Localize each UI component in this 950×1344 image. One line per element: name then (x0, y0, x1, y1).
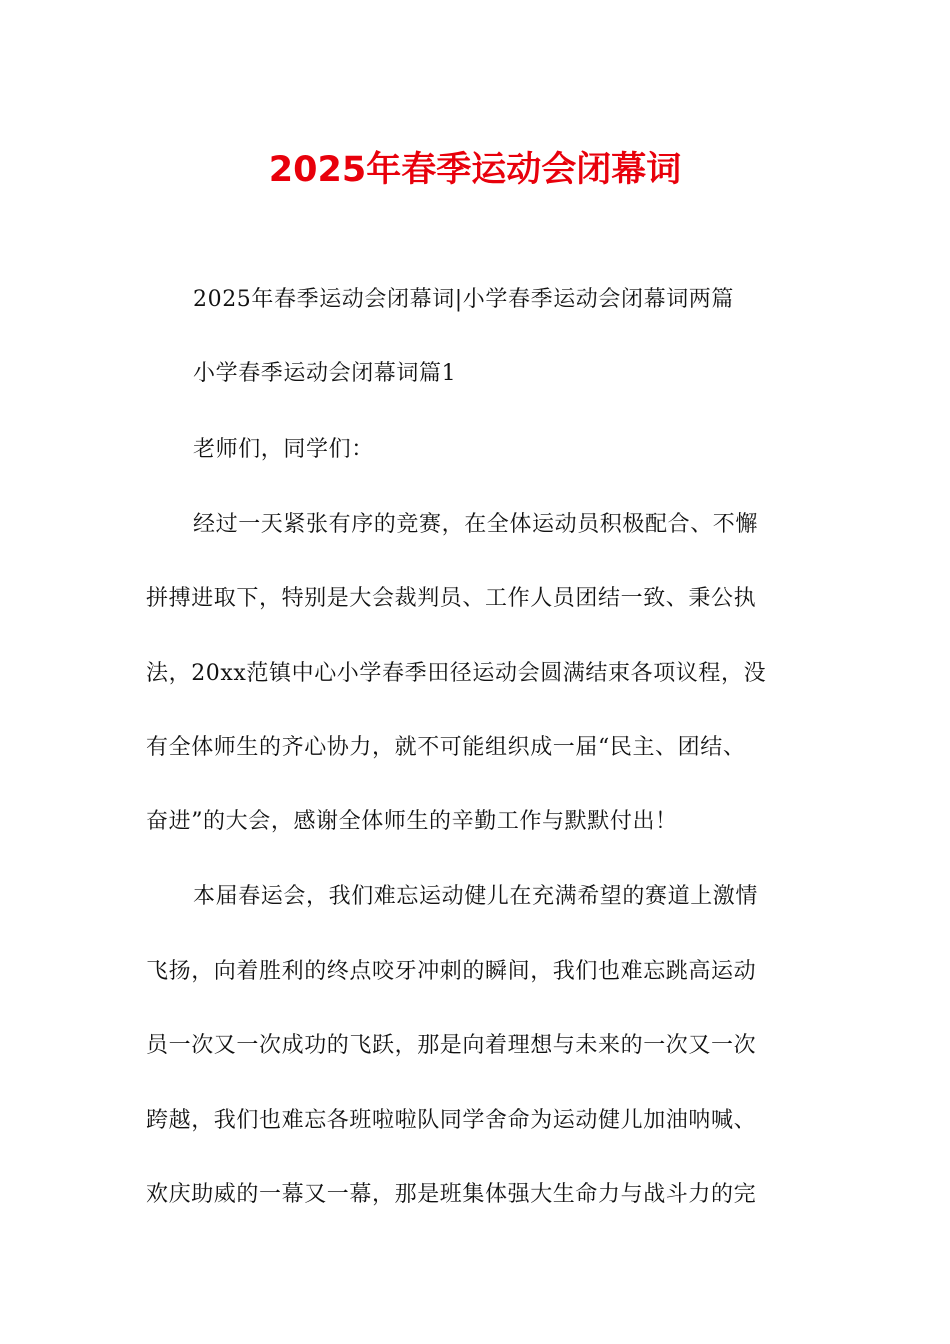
paragraph-2-line-1: 本届春运会，我们难忘运动健儿在充满希望的赛道上激情 (193, 884, 759, 909)
paragraph-1-line-4: 有全体师生的齐心协力，就不可能组织成一届“民主、团结、 (146, 735, 746, 760)
paragraph-1-line-2: 拼搏进取下，特别是大会裁判员、工作人员团结一致、秉公执 (146, 586, 757, 611)
paragraph-2-line-2: 飞扬，向着胜利的终点咬牙冲刺的瞬间，我们也难忘跳高运动 (146, 959, 757, 984)
salutation: 老师们，同学们： (193, 437, 374, 462)
paragraph-2-line-4: 跨越，我们也难忘各班啦啦队同学舍命为运动健儿加油呐喊、 (146, 1108, 757, 1133)
paragraph-2-line-5: 欢庆助威的一幕又一幕，那是班集体强大生命力与战斗力的完 (146, 1182, 757, 1207)
paragraph-1-line-3: 法，20xx范镇中心小学春季田径运动会圆满结束各项议程，没 (146, 661, 767, 686)
paragraph-2-line-3: 员一次又一次成功的飞跃，那是向着理想与未来的一次又一次 (146, 1033, 757, 1058)
section-heading: 小学春季运动会闭幕词篇1 (193, 361, 457, 386)
paragraph-1-line-5: 奋进”的大会，感谢全体师生的辛勤工作与默默付出！ (146, 809, 678, 834)
subtitle-line: 2025年春季运动会闭幕词|小学春季运动会闭幕词两篇 (193, 287, 735, 312)
document-title: 2025年春季运动会闭幕词 (268, 150, 682, 190)
paragraph-1-line-1: 经过一天紧张有序的竞赛，在全体运动员积极配合、不懈 (193, 512, 759, 537)
